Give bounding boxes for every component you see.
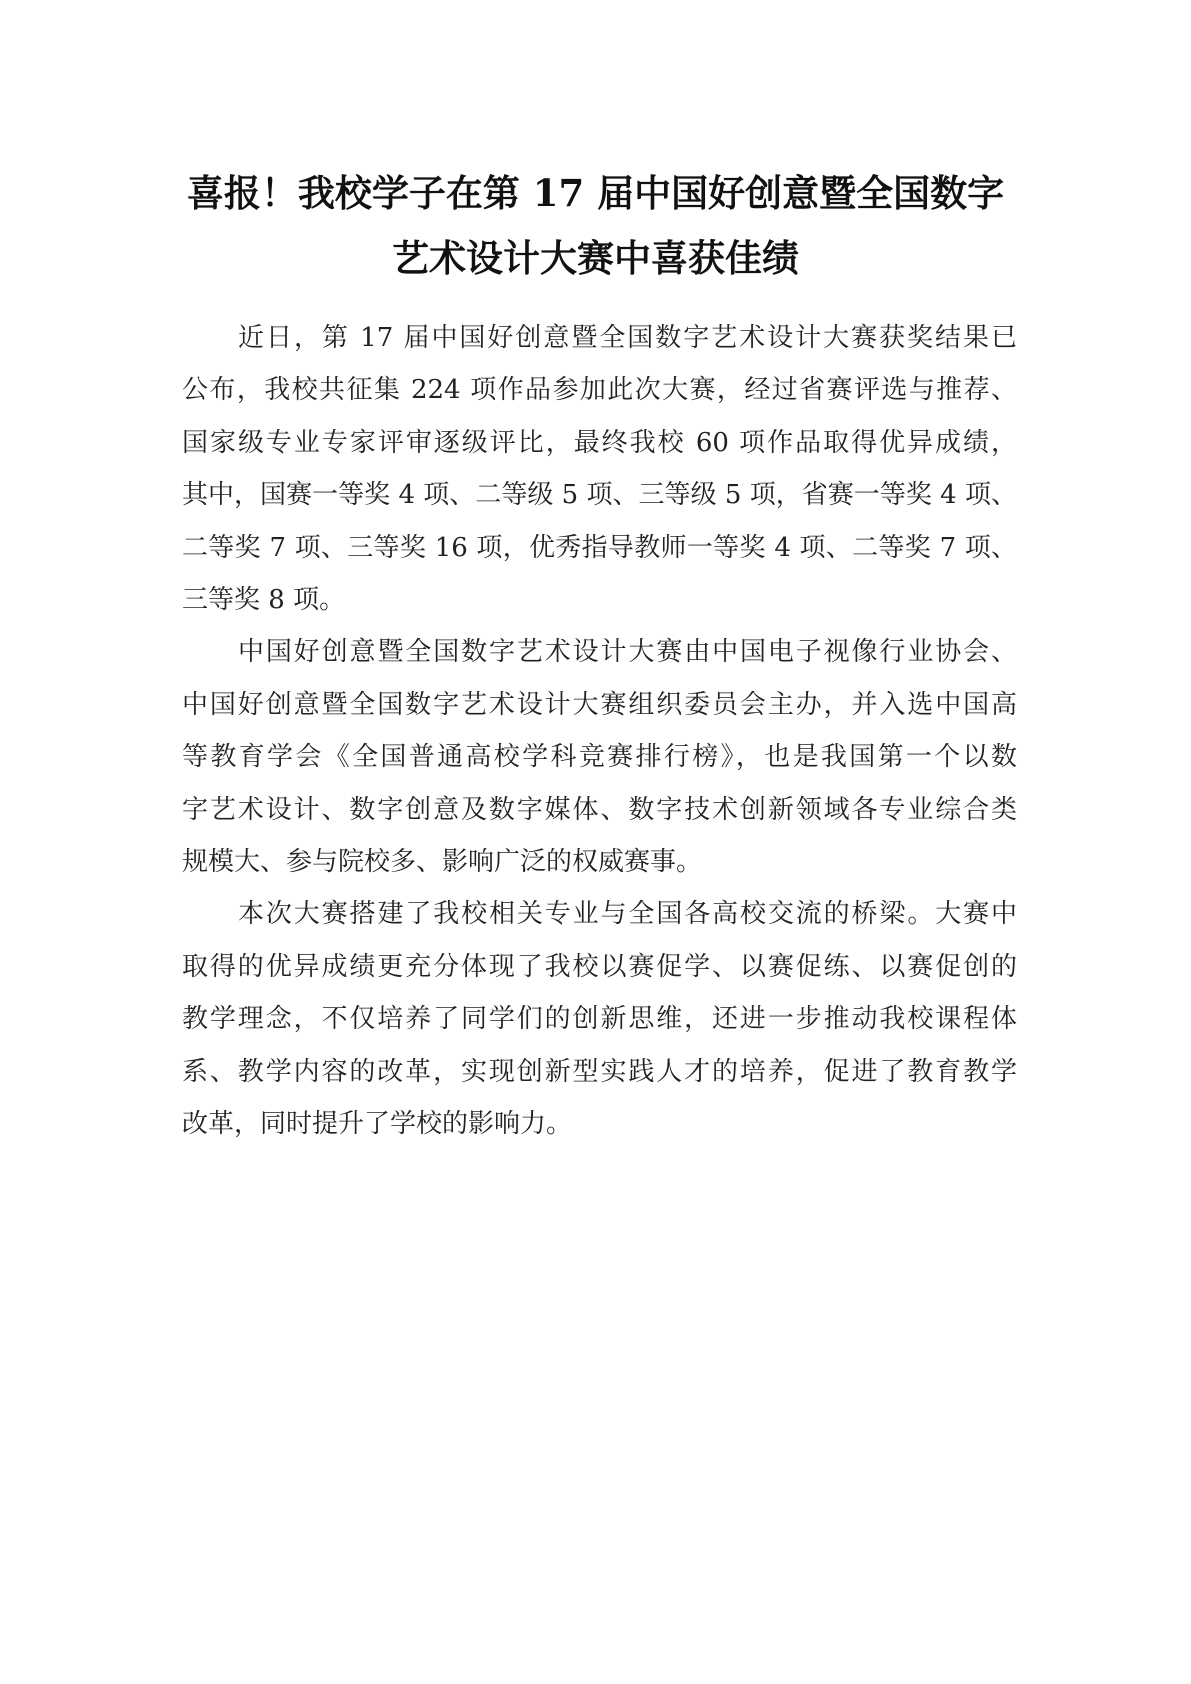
paragraph-1-line-1: 近日，第 17 届中国好创意暨全国数字艺术设计大赛获奖结果已 [238,323,1017,353]
paragraph-1-line-2: 公布，我校共征集 224 项作品参加此次大赛，经过省赛评选与推荐、 [182,375,1017,405]
paragraph-2-line-4: 字艺术设计、数字创意及数字媒体、数字技术创新领域各专业综合类 [182,795,1017,825]
paragraph-1-line-4: 其中，国赛一等奖 4 项、二等级 5 项、三等级 5 项，省赛一等奖 4 项、 [182,480,1017,510]
paragraph-3-line-1: 本次大赛搭建了我校相关专业与全国各高校交流的桥梁。大赛中 [238,899,1017,929]
paragraph-3-line-5: 改革，同时提升了学校的影响力。 [182,1109,573,1139]
paragraph-1-line-5: 二等奖 7 项、三等奖 16 项，优秀指导教师一等奖 4 项、二等奖 7 项、 [182,533,1017,563]
paragraph-2-line-5: 规模大、参与院校多、影响广泛的权威赛事。 [182,847,703,877]
paragraph-3-line-3: 教学理念，不仅培养了同学们的创新思维，还进一步推动我校课程体 [182,1004,1017,1034]
paragraph-1-line-6: 三等奖 8 项。 [182,585,346,615]
paragraph-2-line-1: 中国好创意暨全国数字艺术设计大赛由中国电子视像行业协会、 [238,637,1017,667]
paragraph-1-line-3: 国家级专业专家评审逐级评比，最终我校 60 项作品取得优异成绩， [182,428,1017,458]
paragraph-2-line-2: 中国好创意暨全国数字艺术设计大赛组织委员会主办，并入选中国高 [182,690,1017,720]
paragraph-2-line-3: 等教育学会《全国普通高校学科竞赛排行榜》，也是我国第一个以数 [182,742,1017,772]
document-title-line-1: 喜报！我校学子在第 17 届中国好创意暨全国数字 [186,171,1005,215]
paragraph-3-line-4: 系、教学内容的改革，实现创新型实践人才的培养，促进了教育教学 [182,1057,1017,1087]
paragraph-3-line-2: 取得的优异成绩更充分体现了我校以赛促学、以赛促练、以赛促创的 [182,952,1017,982]
document-title-line-2: 艺术设计大赛中喜获佳绩 [392,236,799,280]
